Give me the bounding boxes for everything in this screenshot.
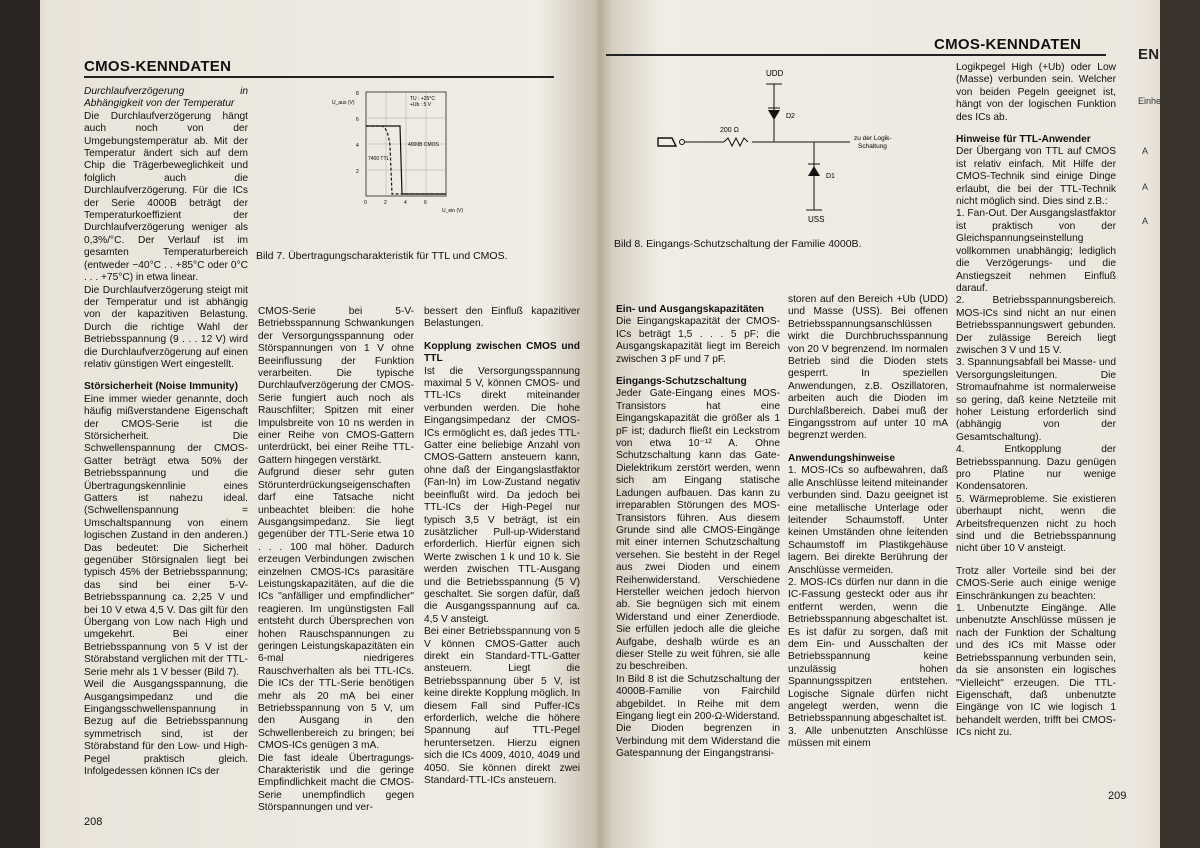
y-tick: 6 [356,117,359,123]
paragraph: storen auf den Bereich +Ub (UDD) und Masse (USS). Bei offenen Betriebsspannungsanschlüssen wirkt die Durchbruchsspannung von 20 V begrenzend. Im normalen Betrieb sind die Dioden stets gesperrt. In speziellen Anwendungen, z.B. Oszillatoren, arbeiten auch die Dioden im Durchlaßbereich. Dabei muß der Eingangsstrom auf unter 10 mA begrenzt werden. [788,294,948,442]
text-column-3 [424,306,580,787]
paragraph: Eine immer wieder genannte, doch häufig mißverstandene Eigenschaft der CMOS-Serie ist die Störsicherheit. Die Schwellenspannung der CMOS-Gatter beträgt etwa 50% der Betriebsspannung und die Übertragungskennlinie eines Gatters ist nahezu ideal. (Schwellenspannung = Umschaltspannung von einem logischen Zustand in den anderen.) Das bedeutet: Die Sicherheit gegenüber Störsignalen liegt bei typisch 45% der Betriebsspannung; das sind bei einer 5-V-Betriebsspannung ca. 2,25 V und bei 10 V etwa 4,5 V. Das gilt für den Übergang von Low nach High und umgekehrt. Bei einer Betriebsspannung von 5 V ist der Störabstand verglichen mit der TTL-Serie mehr als 1 V besser (Bild 7). [84,393,248,678]
x-tick: 0 [364,200,367,206]
figure-7-caption: Bild 7. Übertragungscharakteristik für TTL und CMOS. [256,250,508,262]
paragraph: Die Eingangskapazität der CMOS-ICs beträgt 1,5 . . . 5 pF; die Ausgangskapazität liegt im Bereich zwischen 3 pF und 7 pF. [616,316,780,365]
edge-label: Einheit [1138,96,1166,106]
resistor-label: 200 Ω [720,127,739,134]
paragraph: 5. Wärmeprobleme. Sie existieren überhaupt nicht, wenn die Arbeitsfrequenzen nicht zu hoch sind und die Betriebsspannung nicht über 10 V ansteigt. [956,493,1116,555]
header-rule-right [606,54,1106,56]
paragraph: 1. Fan-Out. Der Ausgangslastfaktor ist praktisch von der Gleichspannungseinstellung vollkommen unabhängig; lediglich die Verzögerungs- und die Anstiegszeit nehmen Einfluß darauf. [956,208,1116,294]
logic-label: zu der Logik- [854,135,892,142]
x-tick: 4 [404,200,407,206]
section-heading: Anwendungshinweise [788,452,895,464]
paragraph: Bei einer Betriebsspannung von 5 V können CMOS-Gatter auch direkt ein Standard-TTL-Gatter ansteuern. Liegt die Betriebsspannung über 5 V, ist keine direkte Kopplung möglich. In diesem Fall sind Puffer-ICs erforderlich, welche die höhere Spannung auf TTL-Pegel heruntersetzen. Hierzu eignen sich die ICs 4009, 4010, 4049 und 4050. Sie können direkt zwei Standard-TTL-ICs ansteuern. [424,626,580,787]
section-heading: Störsicherheit (Noise Immunity) [84,381,238,393]
edge-label: A [1142,146,1149,156]
paragraph: Weil die Ausgangsspannung, die Ausgangsimpedanz und die Eingangsschwellenspannung in Bezug auf die Betriebsspannung symmetrisch sind, ist der Störabstand für den Low- und High-Pegel praktisch gleich. Infolgedessen können ICs der [84,679,248,777]
paragraph: 1. Unbenutzte Eingänge. Alle unbenutzte Anschlüsse müssen je nach der Funktion der Schaltung und des ICs mit Masse oder Betriebsspannung verbunden sein, da sie ansonsten ein logisches "Vielleicht" erzeugen. Die TTL-Eigenschaft, daß unbenutzte Eingänge von IC wie logisch 1 behandelt werden, trifft bei CMOS-ICs nicht zu. [956,603,1116,739]
paragraph: 2. Betriebsspannungsbereich. MOS-ICs sind nicht an nur einen Betriebsspannungswert gebunden. Der zulässige Bereich liegt zwischen 3 V und 15 V. [956,295,1116,356]
d2-label: D2 [786,113,795,120]
text-column-4 [616,294,780,761]
x-tick: 2 [384,200,387,206]
paragraph: CMOS-Serie bei 5-V-Betriebsspannung Schwankungen der Versorgungsspannung oder Störspannungen von 1 V ohne Beeinflussung der Funktion verarbeiten. Die typische Durchlaufverzögerung der CMOS-Serie fungiert auch noch als Rauschfilter; Spitzen mit einer Impulsbreite von 10 ns werden in einer Reihe von CMOS-Gattern unterdrückt, bei einer Reihe TTL-Gattern hingegen verstärkt. [258,306,414,466]
figure-8-circuit [654,64,914,224]
edge-label: A [1142,216,1149,226]
text-column-2 [258,306,414,815]
section-heading: Hinweise für TTL-Anwender [956,134,1091,146]
paragraph: Ist die Versorgungsspannung maximal 5 V, können CMOS- und TTL-ICs direkt miteinander verbunden werden. Die hohe Eingangsimpedanz der CMOS-ICs ermöglicht es, daß jedes TTL-Gatter eine beliebige Anzahl von CMOS-Gattern ansteuern kann, ohne daß der Eingangslastfaktor (Fan-In) im Low-Zustand negativ beeinflußt wird. Da jedoch bei TTL-ICs der High-Pegel nur typisch 3,5 V beträgt, ist ein zusätzlicher Pull-up-Widerstand erforderlich. Hierfür eignen sich Werte zwischen 1 k und 10 k. Sie werden zwischen TTL-Ausgang und die Betriebsspannung (5 V) geschaltet. Sie sorgen dafür, daß die Ausgangsspannung auf ca. 4,5 V ansteigt. [424,365,580,625]
page-number-right: 209 [1108,790,1127,802]
paragraph: 2. MOS-ICs dürfen nur dann in die IC-Fassung gesteckt oder aus ihr entfernt werden, wenn die Betriebsspannung abgeschaltet ist. Es ist dafür zu sorgen, daß mit dem Ein- und Ausschalten der Betriebsspannung keine unzulässig hohen Spannungsspitzen entstehen. Logische Signale dürfen nicht angelegt werden, wenn die Betriebsspannung abgeschaltet ist. [788,576,948,725]
paragraph: Die fast ideale Übertragungs-Charakteristik und die geringe Empfindlichkeit macht die CMOS-Serie unempfindlich gegen Störspannungen und ver- [258,752,414,814]
section-heading: Kopplung zwischen CMOS und TTL [424,340,580,365]
paragraph: Trotz aller Vorteile sind bei der CMOS-Serie auch einige wenige Einschränkungen zu beachten: [956,565,1116,602]
text-column-6 [956,62,1116,740]
ttl-curve-label: 7400 TTL [368,156,390,162]
cmos-curve-label: 4000B CMOS [408,142,439,148]
figure-8-caption: Bild 8. Eingangs-Schutzschaltung der Familie 4000B. [614,238,862,250]
uss-label: USS [808,215,825,224]
y-tick: 8 [356,91,359,97]
page-number-left: 208 [84,816,103,828]
text-column-5 [788,294,948,751]
logic-label-2: Schaltung [858,143,887,150]
y-axis-label: U_aus (V) [332,100,355,106]
page-title-left: CMOS-KENNDATEN [84,58,232,75]
paragraph [956,556,1116,566]
condition-1: TU : +25°C [410,96,435,102]
paragraph: In Bild 8 ist die Schutzschaltung der 4000B-Familie von Fairchild abgebildet. In Reihe mit dem Eingang liegt ein 200-Ω-Widerstand. Die Dioden begrenzen in Verbindung mit dem Widerstand die Gatespannung der Eingangstransi- [616,673,780,760]
edge-header: EN [1138,46,1160,63]
header-rule-left [84,76,554,78]
text-column-1 [84,86,248,778]
paragraph: Die Durchlaufverzögerung hängt auch noch von der Umgebungstemperatur ab. Mit der Temperatur ändert sich auf dem Chip die Trägerbeweglichkeit und folglich auch die Durchlaufverzögerung. Für die ICs der Serie 4000B beträgt der Temperaturkoeffizient der Durchlaufverzögerung weniger als 0,3%/°C. Der Verlauf ist im gesamten Temperaturbereich (entweder −40°C . . +85°C oder 0°C . . . +75°C) in etwa linear. [84,110,248,284]
edge-label: A [1142,182,1149,192]
udd-label: UDD [766,69,784,78]
paragraph: Der Übergang von TTL auf CMOS ist relativ einfach. Mit Hilfe der CMOS-Technik sind einige Dinge erlaubt, die bei der TTL-Technik nicht möglich sind. Dies sind z.B.: [956,146,1116,208]
page-title-right: CMOS-KENNDATEN [934,36,1082,53]
x-tick: 6 [424,200,427,206]
figure-7-chart [330,86,480,218]
paragraph: Aufgrund dieser sehr guten Störunterdrückungseigenschaften darf eine Tatsache nicht unbeachtet bleiben: die hohe Ausgangsimpedanz. Sie liegt gegenüber der TTL-Serie etwa 10 . . . 100 mal höher. Dadurch erzeugen Verbindungen zwischen einzelnen CMOS-ICs parasitäre Leistungskapazitäten, auf die die ICs "anfälliger und empfindlicher" reagieren. Im ungünstigsten Fall entsteht durch Übersprechen von hohen Rauschspannungen zu geringen Leistungskapazitäten ein 6-mal niedrigeres Rauschverhalten als bei TTL-ICs. Die ICs der TTL-Serie benötigen mehr als 20 mA bei einer Betriebsspannung von 5 V, um den Ausgang in den Schwellenbereich zu bringen; bei CMOS-ICs genügen 3 mA. [258,467,414,752]
paragraph: 3. Spannungsabfall bei Masse- und Versorgungsleitungen. Die Stromaufnahme ist normalerweise so gering, daß keine Netzteile mit hoher Leistung erforderlich sind (abhängig von der Gesamtschaltung). [956,357,1116,443]
paragraph: Logikpegel High (+Ub) oder Low (Masse) verbunden sein. Welcher von beiden Pegeln geeignet ist, hängt von der logischen Funktion des ICs ab. [956,62,1116,123]
y-tick: 2 [356,169,359,175]
paragraph: bessert den Einfluß kapazitiver Belastungen. [424,306,580,330]
right-page [598,0,1200,848]
section-heading: Ein- und Ausgangskapazitäten [616,304,764,315]
paragraph: 1. MOS-ICs so aufbewahren, daß alle Anschlüsse leitend miteinander verbunden sind. Dazu geeignet ist eine metallische Unterlage oder leitender Schaumstoff. Unter keinen Umständen ohne leitenden Schaumstoff im Plastikgehäuse lagern. Bei direkte Berührung der Anschlüsse vermeiden. [788,465,948,576]
left-page [0,0,596,848]
paragraph: Jeder Gate-Eingang eines MOS-Transistors hat eine Eingangskapazität die größer als 1 pF ist; dadurch fließt ein Leckstrom von etwa 10⁻¹² A. Ohne Schutzschaltung kann das Gate-Dielektrikum zerstört werden, wenn sich am Eingang statische Ladungen aufbauen. Das kann zu irreparablen Störungen des MOS-Transistors führen. Aus diesem Grunde sind alle CMOS-Eingänge mit einer internen Schutzschaltung versehen. Sie besteht in der Regel aus zwei Dioden und einem Reihenwiderstand. Verschiedene Hersteller weichen jedoch hiervon ab. Sie begnügen sich mit einem Widerstand und einer Zenerdiode. Sie erfüllen jedoch alle die gleiche Aufgabe, deshalb würde es an dieser Stelle zu weit führen, sie alle zu beschreiben. [616,388,780,673]
y-tick: 4 [356,143,359,149]
paragraph: 3. Alle unbenutzten Anschlüsse müssen mit einem [788,725,948,750]
section-heading: Eingangs-Schutzschaltung [616,376,747,388]
condition-2: +Ub : 5 V [410,102,431,108]
section-heading: Durchlaufverzögerung in Abhängigkeit von der Temperatur [84,86,248,110]
paragraph: 4. Entkopplung der Betriebsspannung. Dazu genügen pro Platine nur wenige Kondensatoren. [956,444,1116,493]
d1-label: D1 [826,173,835,180]
x-axis-label: U_ein (V) [442,208,464,214]
paragraph: Die Durchlaufverzögerung steigt mit der Temperatur und ist abhängig von der kapazitiven Belastung. Durch die richtige Wahl der Betriebsspannung (9 . . . 12 V) wird die Durchlaufverzögerung auf einen relativ günstigen Wert eingestellt. [84,284,248,370]
